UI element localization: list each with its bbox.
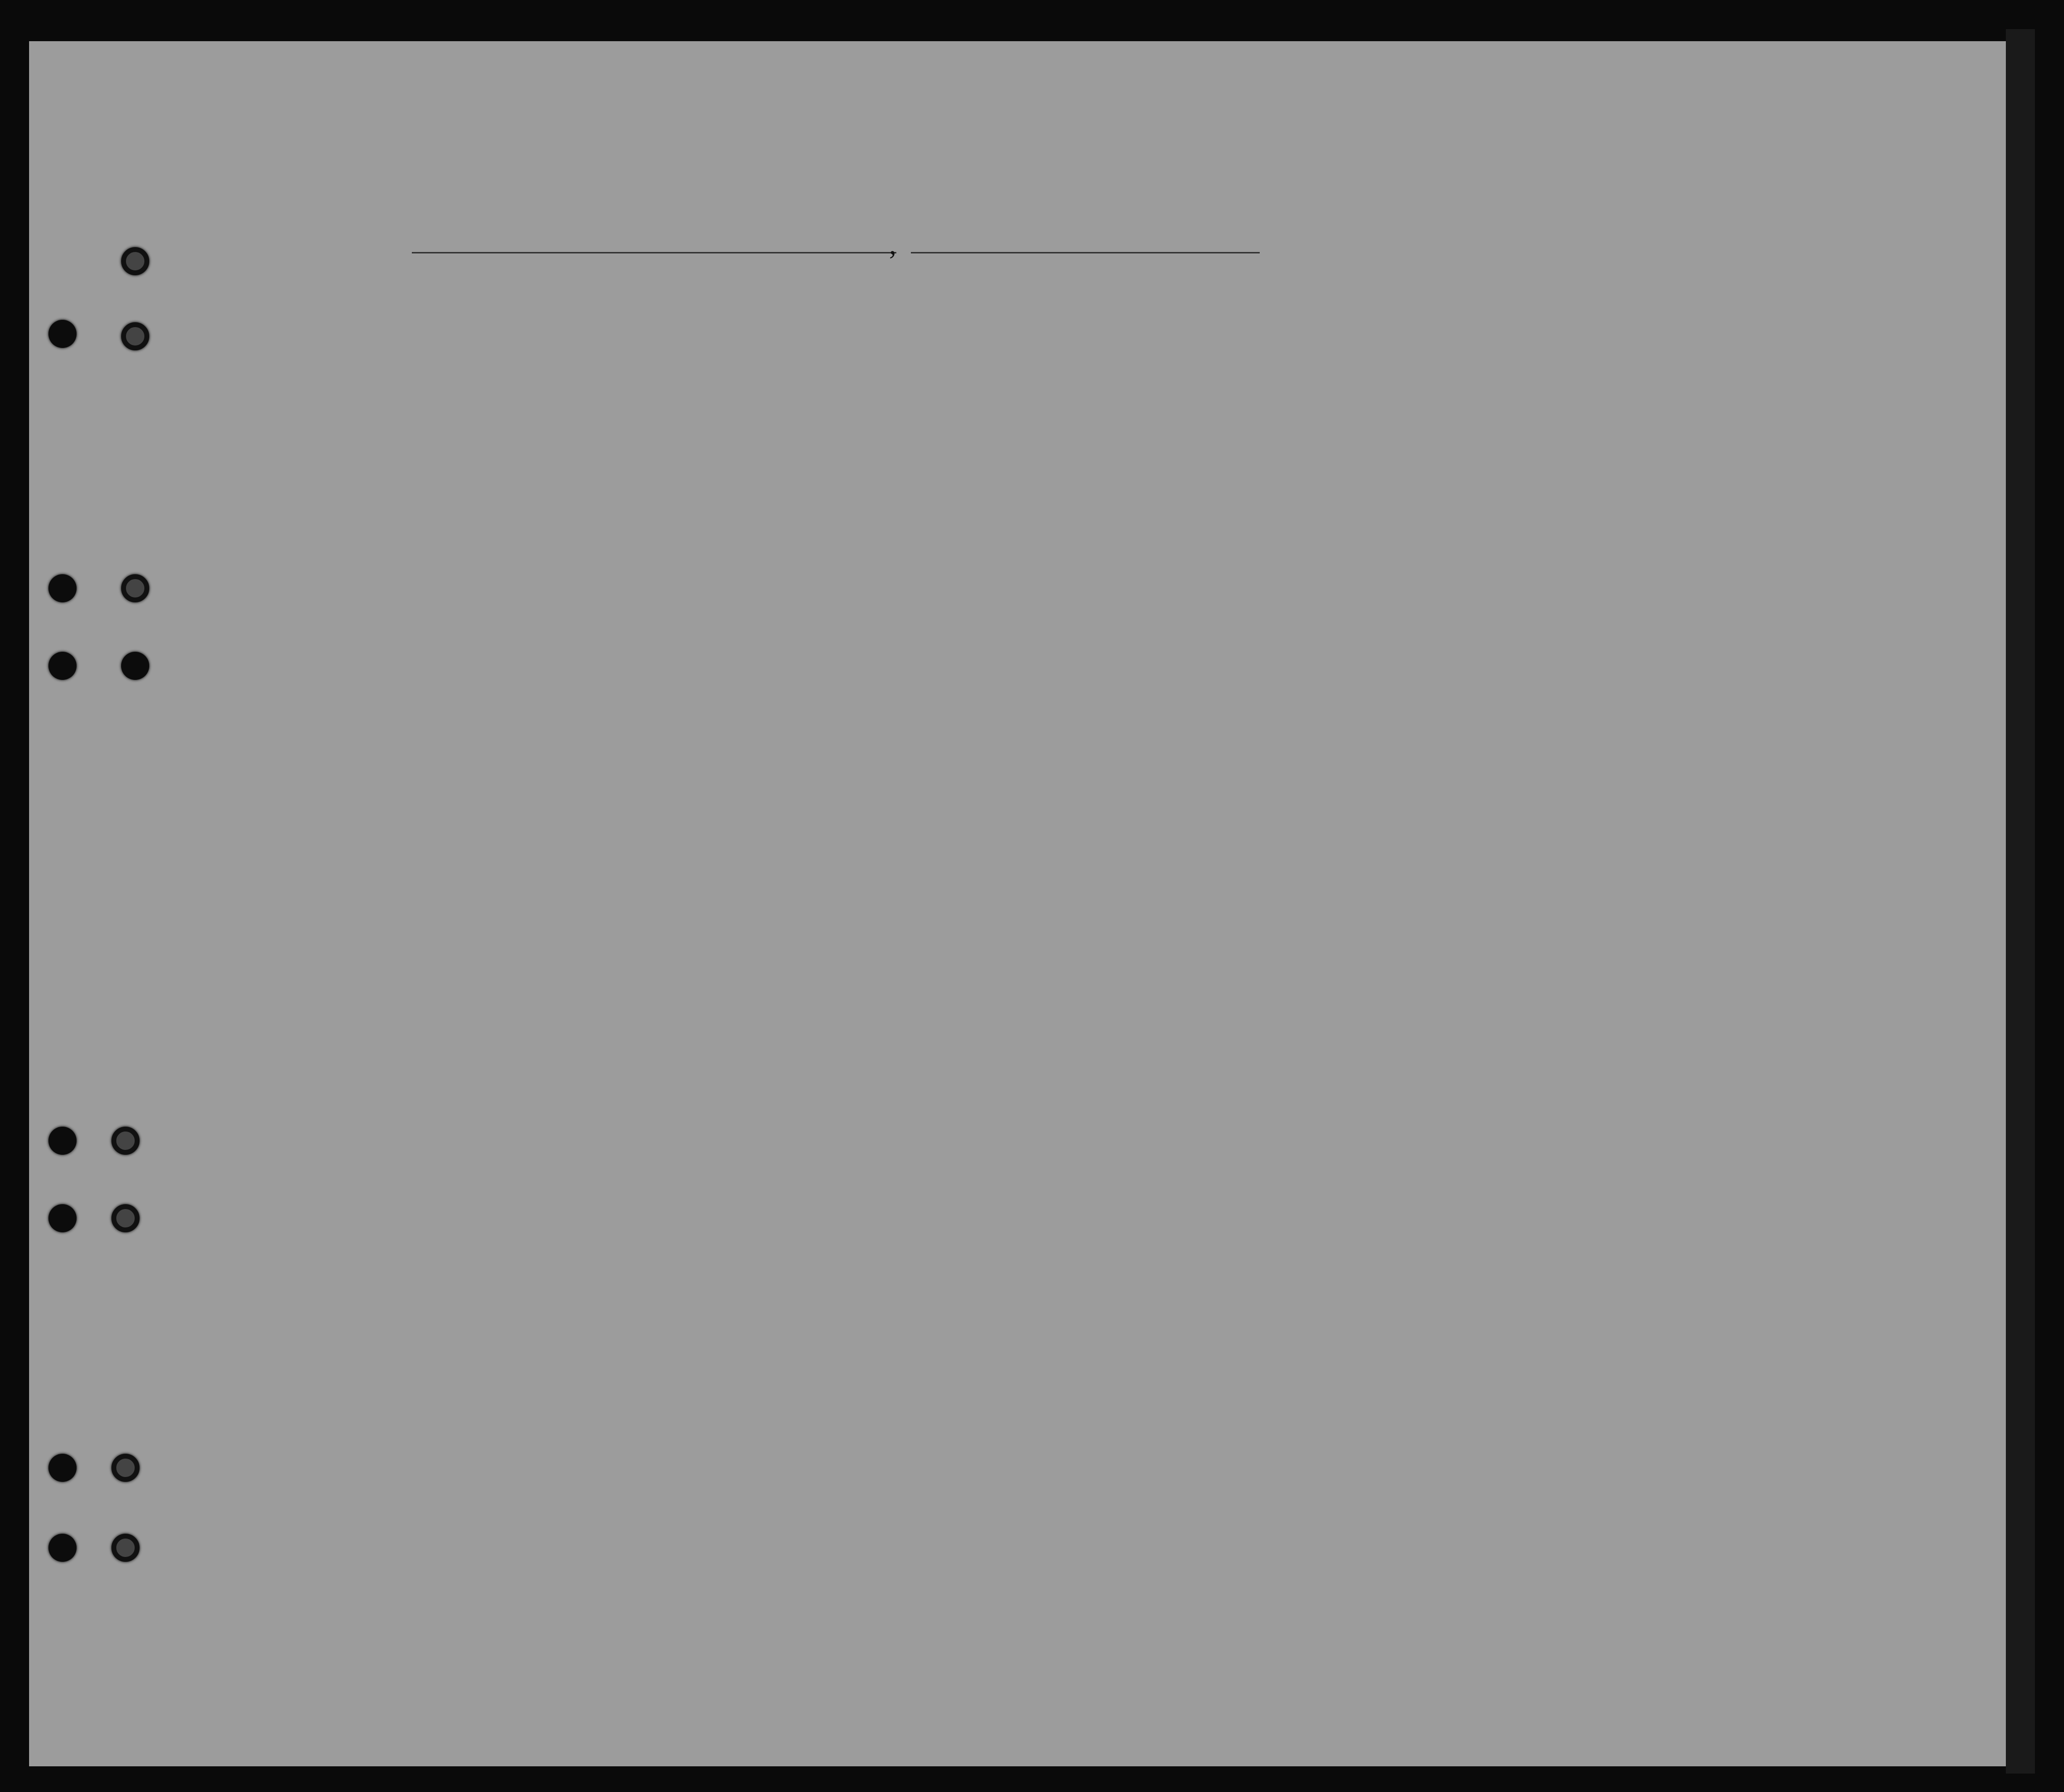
header-q31: [1515, 315, 1532, 451]
header-purpose-length: [1229, 349, 1258, 451]
header-inches: [1677, 383, 1694, 446]
header-purpose-return: [1197, 349, 1226, 451]
comma-mark: ,: [889, 228, 896, 260]
header-polygamist: [1338, 315, 1358, 451]
header-feet: [1655, 383, 1672, 446]
header-prison: [1307, 315, 1334, 451]
header-q28: [1395, 315, 1432, 451]
header-q29: [1454, 315, 1487, 451]
header-possession: [749, 315, 773, 436]
header-passage: [649, 337, 744, 341]
header-ticket: [620, 315, 644, 436]
header-purpose-citizen: [1275, 349, 1302, 451]
header-q30: [1492, 315, 1512, 451]
header-anarchist: [1361, 315, 1381, 451]
